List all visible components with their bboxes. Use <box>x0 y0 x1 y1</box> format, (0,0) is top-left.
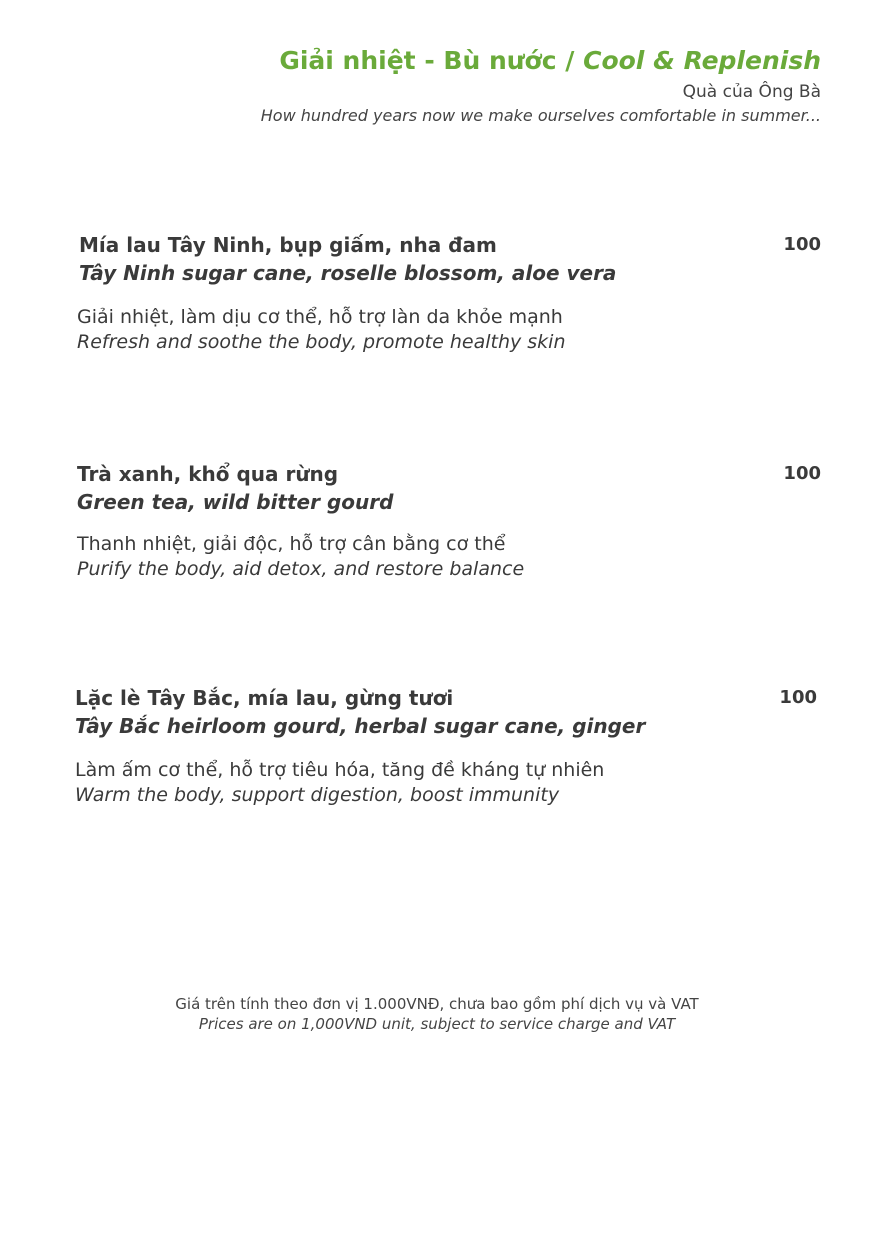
price-note-en: Prices are on 1,000VND unit, subject to service charge and VAT <box>198 1015 676 1033</box>
menu-item-3 <box>75 684 817 808</box>
item-price: 100 <box>783 234 821 255</box>
item-description-en: Purify the body, aid detox, and restore balance <box>77 558 525 580</box>
item-name-vi: Mía lau Tây Ninh, bụp giấm, nha đam <box>79 233 497 257</box>
item-name-vi: Lặc lè Tây Bắc, mía lau, gừng tươi <box>75 686 454 710</box>
menu-item-1 <box>79 231 821 355</box>
section-title-vi: Giải nhiệt - Bù nước / <box>279 46 584 75</box>
menu-header <box>261 44 821 128</box>
item-description-vi: Giải nhiệt, làm dịu cơ thể, hỗ trợ làn da khỏe mạnh <box>77 306 563 328</box>
section-title <box>261 44 821 78</box>
item-description-en: Refresh and soothe the body, promote healthy skin <box>77 331 566 353</box>
item-name-en: Green tea, wild bitter gourd <box>77 490 394 514</box>
section-tagline: How hundred years now we make ourselves comfortable in summer... <box>260 106 821 125</box>
item-description-vi: Làm ấm cơ thể, hỗ trợ tiêu hóa, tăng đề kháng tự nhiên <box>75 759 605 781</box>
item-price: 100 <box>779 687 817 708</box>
item-name-vi: Trà xanh, khổ qua rừng <box>77 462 339 486</box>
item-price: 100 <box>783 463 821 484</box>
price-note <box>0 994 874 1034</box>
price-note-vi: Giá trên tính theo đơn vị 1.000VNĐ, chưa bao gồm phí dịch vụ và VAT <box>175 995 699 1013</box>
item-name-en: Tây Ninh sugar cane, roselle blossom, aloe vera <box>79 261 617 285</box>
item-description-en: Warm the body, support digestion, boost immunity <box>75 784 560 806</box>
section-subtitle: Quà của Ông Bà <box>682 82 821 102</box>
menu-item-2 <box>77 460 821 582</box>
item-name-en: Tây Bắc heirloom gourd, herbal sugar cane, ginger <box>75 714 646 738</box>
item-description-vi: Thanh nhiệt, giải độc, hỗ trợ cân bằng cơ thể <box>77 533 506 555</box>
section-title-en: Cool & Replenish <box>583 46 821 75</box>
